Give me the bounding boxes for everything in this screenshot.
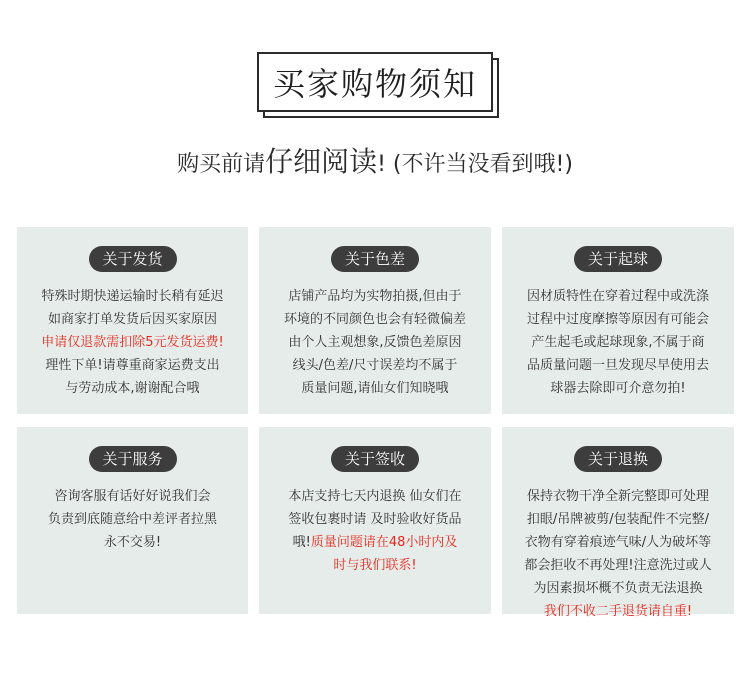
card-badge: 关于起球 <box>574 246 662 272</box>
card-badge: 关于签收 <box>331 446 419 472</box>
card-line: 店铺产品均为实物拍摄,但由于 <box>288 289 462 304</box>
card-line: 本店支持七天内退换 仙女们在 <box>288 489 462 504</box>
subtitle-emphasis: 仔细阅读 <box>265 145 378 178</box>
card-badge: 关于发货 <box>88 246 176 272</box>
page-title: 买家购物须知 <box>257 52 493 112</box>
card-line: 为因素损坏概不负责无法退换 <box>533 581 703 596</box>
card-line: 扣眼/吊牌被剪/包装配件不完整/ <box>526 512 710 527</box>
card-line: 永不交易! <box>103 535 162 550</box>
card-color-difference <box>259 227 491 414</box>
card-line-highlight: 时与我们联系! <box>333 558 417 573</box>
card-body <box>502 485 734 623</box>
card-body <box>259 285 491 400</box>
card-pilling <box>502 227 734 414</box>
card-line: 理性下单!请尊重商家运费支出 <box>45 358 220 373</box>
card-line: 由个人主观想象,反馈色差原因 <box>288 335 462 350</box>
card-line-text: 哦! <box>292 535 311 550</box>
card-line: 咨询客服有话好好说我们会 <box>54 489 211 504</box>
card-line: 特殊时期快递运输时长稍有延迟 <box>41 289 224 304</box>
subtitle <box>0 140 750 180</box>
card-line: 产生起毛或起球现象,不属于商 <box>531 335 705 350</box>
card-line: 签收包裹时请 及时验收好货品 <box>288 512 462 527</box>
card-body <box>502 285 734 400</box>
card-line: 衣物有穿着痕迹气味/人为破坏等 <box>524 535 712 550</box>
card-line: 与劳动成本,谢谢配合哦 <box>65 381 200 396</box>
card-line: 质量问题,请仙女们知晓哦 <box>301 381 449 396</box>
card-line: 球器去除即可介意勿拍! <box>550 381 686 396</box>
card-line-highlight: 我们不收二手退货请自重! <box>543 604 693 619</box>
subtitle-before: 购买前请 <box>177 152 266 177</box>
card-body <box>17 485 248 554</box>
card-returns <box>502 427 734 619</box>
card-shipping <box>17 227 248 414</box>
card-body <box>259 485 491 577</box>
card-line: 线头/色差/尺寸误差均不属于 <box>292 358 458 373</box>
card-line-highlight: 申请仅退款需扣除5元发货运费! <box>41 335 224 350</box>
card-line: 因材质特性在穿着过程中或洗涤 <box>526 289 709 304</box>
card-line-highlight: 质量问题请在48小时内及 <box>310 535 458 550</box>
card-service <box>17 427 248 614</box>
card-line: 都会拒收不再处理!注意洗过或人 <box>524 558 712 573</box>
title-frame <box>257 52 493 112</box>
card-line: 保持衣物干净全新完整即可处理 <box>526 489 709 504</box>
card-line: 品质量问题一旦发现尽早使用去 <box>526 358 709 373</box>
card-badge: 关于退换 <box>574 446 662 472</box>
subtitle-after: ! (不许当没看到哦!) <box>377 152 573 177</box>
card-line: 过程中过度摩擦等原因有可能会 <box>526 312 709 327</box>
card-badge: 关于服务 <box>88 446 176 472</box>
card-line: 如商家打单发货后因买家原因 <box>47 312 217 327</box>
card-line: 负责到底随意给中差评者拉黑 <box>47 512 217 527</box>
card-line-mixed <box>259 531 491 554</box>
card-badge: 关于色差 <box>331 246 419 272</box>
card-line: 环境的不同颜色也会有轻微偏差 <box>283 312 466 327</box>
card-receipt <box>259 427 491 614</box>
card-body <box>17 285 248 400</box>
